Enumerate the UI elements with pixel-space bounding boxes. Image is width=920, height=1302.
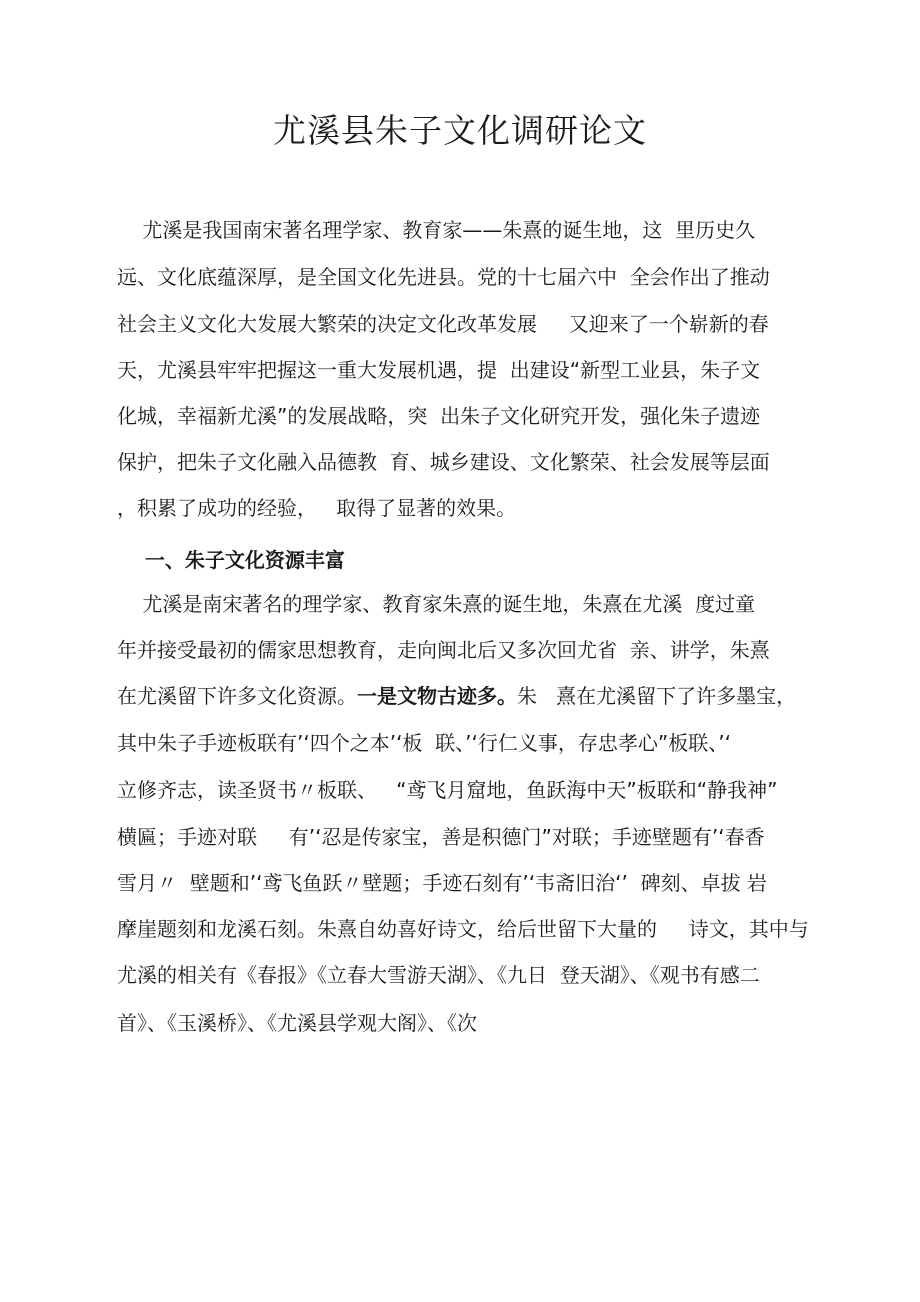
body-text: 朱 熹在尤溪留下了许多墨宝， xyxy=(517,684,797,708)
body-line: 尤溪是南宋著名的理学家、教育家朱熹的诞生地，朱熹在尤溪 度过童 xyxy=(117,592,756,616)
document-title: 尤溪县朱子文化调研论文 xyxy=(273,111,647,150)
intro-line: 保护，把朱子文化融入品德教 育、城乡建设、文化繁荣、社会发展等层面 xyxy=(117,450,770,474)
intro-line: 尤溪是我国南宋著名理学家、教育家——朱熹的诞生地，这 里历史久 xyxy=(117,218,756,242)
body-line: 横匾；手迹对联 有’‘忍是传家宝，善是积德门”对联；手迹壁题有’‘春香 xyxy=(117,825,765,849)
body-line: 尤溪的相关有《春报》《立春大雪游天湖》、《九日 登天湖》、《观书有感二 xyxy=(117,963,760,987)
intro-line: 社会主义文化大发展大繁荣的决定文化改革发展 又迎来了一个崭新的春 xyxy=(117,312,769,336)
body-line: 其中朱子手迹板联有’‘四个之本’‘板 联、’‘行仁义事，存忠孝心”板联、’‘ xyxy=(117,731,731,755)
section-heading: 一、朱子文化资源丰富 xyxy=(117,548,345,572)
body-line: 雪月〃 壁题和’‘鸢飞鱼跃〃壁题；手迹石刻有’‘韦斋旧治‘’ 碑刻、卓拔 岩 xyxy=(117,871,767,895)
intro-line: 远、文化底蕴深厚，是全国文化先进县。党的十七届六中 全会作出了推动 xyxy=(117,265,770,289)
body-line: 首》、《玉溪桥》、《尤溪县学观大阁》、《次 xyxy=(117,1011,477,1035)
bold-lead-phrase: 一是文物古迹多。 xyxy=(357,684,517,708)
body-line: 立修齐志，读圣贤书〃板联、 “鸢飞月窟地，鱼跃海中天”板联和“静我神” xyxy=(117,778,778,802)
intro-line: 化城，幸福新尤溪”的发展战略，突 出朱子文化研究开发，强化朱子遗迹 xyxy=(117,404,761,428)
body-line: 摩崖题刻和龙溪石刻。朱熹自幼喜好诗文，给后世留下大量的 诗文，其中与 xyxy=(117,917,809,941)
intro-line: 天，尤溪县牢牢把握这一重大发展机遇，提 出建设“新型工业县，朱子文 xyxy=(117,358,761,382)
body-text: 在尤溪留下许多文化资源。 xyxy=(117,684,357,708)
intro-line: ，积累了成功的经验， 取得了显著的效果。 xyxy=(117,496,517,520)
body-line-mixed xyxy=(117,683,817,709)
body-line: 年并接受最初的儒家思想教育，走向闽北后又多次回尤省 亲、讲学，朱熹 xyxy=(117,638,770,662)
